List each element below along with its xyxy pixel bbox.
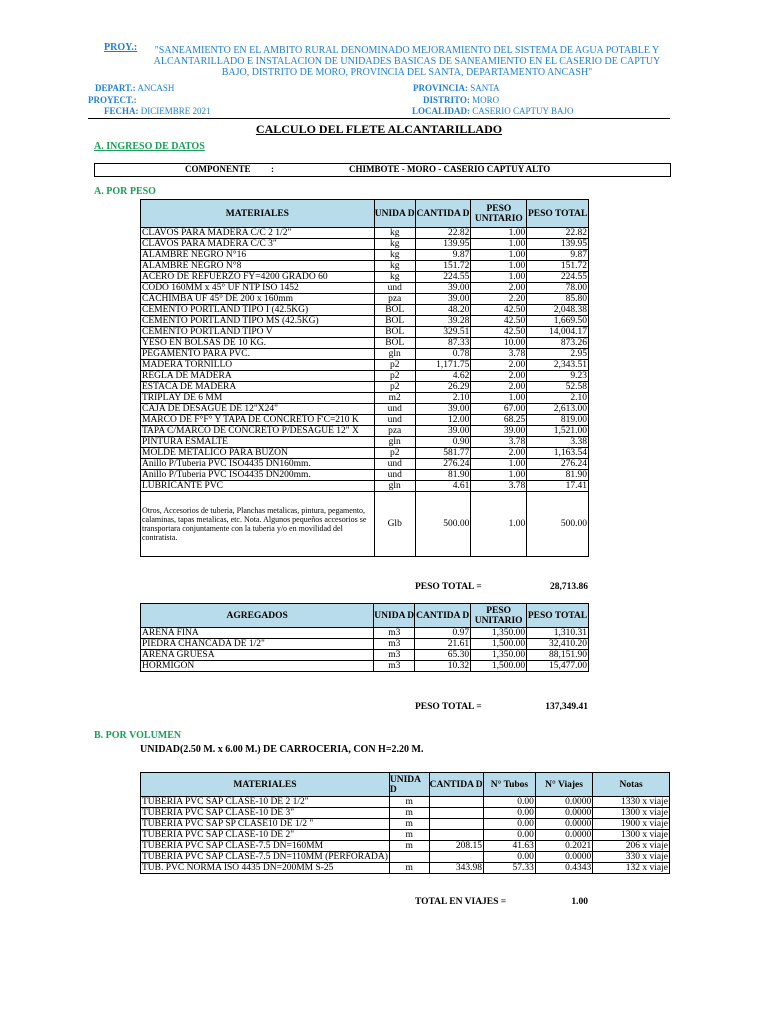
agregados-total-label: PESO TOTAL = xyxy=(415,702,482,712)
table-cell: 1,521.00 xyxy=(527,426,589,437)
table-cell: 1,171.75 xyxy=(415,360,471,371)
table-row xyxy=(141,228,589,239)
table-cell: 2.00 xyxy=(471,448,527,459)
table-cell: MOLDE METALICO PARA BUZON xyxy=(141,448,375,459)
table-cell: 68.25 xyxy=(471,415,527,426)
table-cell: 0.97 xyxy=(415,628,471,639)
table-cell: 2.20 xyxy=(471,294,527,305)
table-cell: MADERA TORNILLO xyxy=(141,360,375,371)
table-cell: 139.95 xyxy=(415,239,471,250)
table-row xyxy=(141,239,589,250)
table-cell: 0.00 xyxy=(484,819,536,830)
table-row xyxy=(141,316,589,327)
table-cell: p2 xyxy=(374,360,415,371)
table-cell: p2 xyxy=(374,448,415,459)
table-cell: 1.00 xyxy=(471,261,527,272)
table-cell: 39.00 xyxy=(415,283,471,294)
proyect-row xyxy=(88,95,137,105)
table-cell: ESTACA DE MADERA xyxy=(141,382,375,393)
table-cell: gln xyxy=(374,481,415,492)
materiales-total-label: PESO TOTAL = xyxy=(415,582,482,592)
col-header: PESO UNITARIO xyxy=(471,604,527,628)
table-cell: 22.82 xyxy=(527,228,589,239)
table-cell: Anillo P/Tuberia PVC ISO4435 DN160mm. xyxy=(141,459,375,470)
componente-colon: : xyxy=(271,164,274,174)
table-cell: 1.00 xyxy=(471,272,527,283)
table-cell: kg xyxy=(374,239,415,250)
table-cell: 88,151.90 xyxy=(527,650,589,661)
otros-qty: 500.00 xyxy=(415,492,471,557)
table-cell: 1.00 xyxy=(471,250,527,261)
table-cell: 10.32 xyxy=(415,661,471,672)
table-cell: YESO EN BOLSAS DE 10 KG. xyxy=(141,338,375,349)
table-cell: 343.98 xyxy=(429,863,483,874)
otros-description: Otros, Accesorios de tuberia, Planchas metalicas, pintura, pegamento, calaminas, tapas metalicas, etc. Nota. Algunos pequeños accesorios se transportara conjuntamente con la tuberia y/o en movilidad del contratista. xyxy=(141,492,375,557)
table-row xyxy=(141,261,589,272)
table-cell: 1,500.00 xyxy=(471,639,527,650)
table-cell: 1,163.54 xyxy=(527,448,589,459)
col-header: UNIDA D xyxy=(374,604,415,628)
table-cell: gln xyxy=(374,437,415,448)
table-cell: 581.77 xyxy=(415,448,471,459)
table-cell: 1,669.50 xyxy=(527,316,589,327)
table-cell: 132 x viaje xyxy=(593,863,670,874)
table-cell: TUB. PVC NORMA ISO 4435 DN=200MM S-25 xyxy=(141,863,390,874)
unidad-carroceria: UNIDAD(2.50 M. x 6.00 M.) DE CARROCERIA, CON H=2.20 M. xyxy=(140,744,424,755)
distrito-label: DISTRITO: xyxy=(423,95,470,105)
table-cell: 17.41 xyxy=(527,481,589,492)
table-cell: 276.24 xyxy=(527,459,589,470)
volumen-total-value: 1.00 xyxy=(571,897,588,907)
col-header: PESO TOTAL xyxy=(527,604,589,628)
table-row xyxy=(141,863,670,874)
table-cell: 2.00 xyxy=(471,371,527,382)
table-cell: 0.0000 xyxy=(535,830,592,841)
table-cell: m xyxy=(389,797,429,808)
col-header: MATERIALES xyxy=(141,200,375,228)
table-cell: 9.87 xyxy=(527,250,589,261)
table-cell: 0.00 xyxy=(484,852,536,863)
depart-row xyxy=(95,83,174,93)
table-cell: CEMENTO PORTLAND TIPO V xyxy=(141,327,375,338)
table-cell: 42.50 xyxy=(471,327,527,338)
table-cell: 1.00 xyxy=(471,228,527,239)
table-cell: 0.00 xyxy=(484,797,536,808)
volumen-total-label: TOTAL EN VIAJES = xyxy=(415,897,507,907)
table-cell: CACHIMBA UF 45° DE 200 x 160mm xyxy=(141,294,375,305)
table-cell: 1330 x viaje xyxy=(593,797,670,808)
table-cell: 41.63 xyxy=(484,841,536,852)
fecha-row xyxy=(104,106,211,116)
table-cell: 65.30 xyxy=(415,650,471,661)
col-header: PESO UNITARIO xyxy=(471,200,527,228)
table-cell: 87.33 xyxy=(415,338,471,349)
table-row xyxy=(141,250,589,261)
table-cell: 2.00 xyxy=(471,283,527,294)
table-cell: 2.10 xyxy=(415,393,471,404)
table-row xyxy=(141,327,589,338)
table-row xyxy=(141,841,670,852)
table-cell: REGLA DE MADERA xyxy=(141,371,375,382)
distrito-row xyxy=(423,95,499,105)
table-cell: 85.80 xyxy=(527,294,589,305)
table-row xyxy=(141,639,589,650)
table-cell: und xyxy=(374,404,415,415)
table-cell: pza xyxy=(374,294,415,305)
col-header: Notas xyxy=(593,773,670,797)
table-cell: TUBERIA PVC SAP CLASE-7.5 DN=160MM xyxy=(141,841,390,852)
table-cell: 224.55 xyxy=(527,272,589,283)
table-cell: 0.0000 xyxy=(535,797,592,808)
table-cell: BOL xyxy=(374,316,415,327)
table-cell: 39.00 xyxy=(415,404,471,415)
table-cell: PIEDRA CHANCADA DE 1/2" xyxy=(141,639,374,650)
table-cell: 0.0000 xyxy=(535,808,592,819)
table-row xyxy=(141,360,589,371)
table-row xyxy=(141,272,589,283)
table-cell: 42.50 xyxy=(471,305,527,316)
table-row xyxy=(141,294,589,305)
table-cell: PINTURA ESMALTE xyxy=(141,437,375,448)
agregados-table xyxy=(140,603,589,672)
table-row xyxy=(141,628,589,639)
table-cell: PEGAMENTO PARA PVC. xyxy=(141,349,375,360)
proyect-label: PROYECT.: xyxy=(88,95,137,105)
table-cell: CEMENTO PORTLAND TIPO I (42.5KG) xyxy=(141,305,375,316)
table-cell: pza xyxy=(374,426,415,437)
provincia-label: PROVINCIA: xyxy=(413,83,468,93)
table-cell: kg xyxy=(374,250,415,261)
table-cell: CLAVOS PARA MADERA C/C 3" xyxy=(141,239,375,250)
table-cell: 12.00 xyxy=(415,415,471,426)
table-cell: ACERO DE REFUERZO FY=4200 GRADO 60 xyxy=(141,272,375,283)
col-header: UNIDA D xyxy=(374,200,415,228)
table-cell: 10.00 xyxy=(471,338,527,349)
table-cell: 14,004.17 xyxy=(527,327,589,338)
table-cell: m2 xyxy=(374,393,415,404)
table-cell: 0.78 xyxy=(415,349,471,360)
table-cell: m3 xyxy=(374,650,415,661)
table-row xyxy=(141,808,670,819)
table-cell: 39.00 xyxy=(415,294,471,305)
table-cell: 0.90 xyxy=(415,437,471,448)
table-cell: kg xyxy=(374,228,415,239)
table-cell: 4.62 xyxy=(415,371,471,382)
table-cell: kg xyxy=(374,272,415,283)
proy-label: PROY.: xyxy=(104,42,138,53)
table-row xyxy=(141,338,589,349)
table-cell: 2.95 xyxy=(527,349,589,360)
table-cell: 0.0000 xyxy=(535,852,592,863)
materiales-header-row xyxy=(141,200,589,228)
table-cell: HORMIGON xyxy=(141,661,374,672)
otros-unit: Glb xyxy=(374,492,415,557)
table-cell: LUBRICANTE PVC xyxy=(141,481,375,492)
table-cell: m3 xyxy=(374,628,415,639)
col-header: CANTIDA D xyxy=(429,773,483,797)
volumen-table xyxy=(140,772,670,874)
table-cell: 3.78 xyxy=(471,349,527,360)
table-cell: 873.26 xyxy=(527,338,589,349)
table-cell: 0.0000 xyxy=(535,819,592,830)
table-cell: 276.24 xyxy=(415,459,471,470)
col-header: MATERIALES xyxy=(141,773,390,797)
materiales-total-value: 28,713.86 xyxy=(550,582,588,592)
table-cell: 151.72 xyxy=(527,261,589,272)
table-cell: 1,350.00 xyxy=(471,650,527,661)
table-cell: 0.2021 xyxy=(535,841,592,852)
table-row xyxy=(141,415,589,426)
table-cell: 2,343.51 xyxy=(527,360,589,371)
table-cell: m3 xyxy=(374,639,415,650)
table-cell: TAPA C/MARCO DE CONCRETO P/DESAGUE 12" X xyxy=(141,426,375,437)
table-cell: 1.00 xyxy=(471,239,527,250)
depart-value: ANCASH xyxy=(137,83,175,93)
componente-value: CHIMBOTE - MORO - CASERIO CAPTUY ALTO xyxy=(349,164,551,174)
table-cell: 0.00 xyxy=(484,808,536,819)
table-cell: 151.72 xyxy=(415,261,471,272)
localidad-row xyxy=(412,106,573,116)
table-row xyxy=(141,650,589,661)
fecha-label: FECHA: xyxy=(104,106,139,116)
table-cell: 4.61 xyxy=(415,481,471,492)
table-cell: 81.90 xyxy=(415,470,471,481)
table-row xyxy=(141,426,589,437)
table-row xyxy=(141,830,670,841)
table-cell xyxy=(429,819,483,830)
table-cell: 32,410.20 xyxy=(527,639,589,650)
table-row-otros xyxy=(141,492,589,557)
table-cell: 2.10 xyxy=(527,393,589,404)
table-cell: 224.55 xyxy=(415,272,471,283)
table-cell: 2.00 xyxy=(471,382,527,393)
table-row xyxy=(141,852,670,863)
table-cell: m xyxy=(389,808,429,819)
col-header: CANTIDA D xyxy=(415,604,471,628)
table-cell: und xyxy=(374,415,415,426)
table-cell: m3 xyxy=(374,661,415,672)
col-header: UNIDA D xyxy=(389,773,429,797)
table-cell: Anillo P/Tuberia PVC ISO4435 DN200mm. xyxy=(141,470,375,481)
localidad-label: LOCALIDAD: xyxy=(412,106,471,116)
depart-label: DEPART.: xyxy=(95,83,136,93)
table-cell: 78.00 xyxy=(527,283,589,294)
table-cell: CAJA DE DESAGUE DE 12"X24" xyxy=(141,404,375,415)
table-cell: 1900 x viaje xyxy=(593,819,670,830)
table-cell: TUBERIA PVC SAP CLASE-10 DE 3" xyxy=(141,808,390,819)
provincia-row xyxy=(413,83,500,93)
table-cell: 1.00 xyxy=(471,470,527,481)
table-cell: und xyxy=(374,459,415,470)
table-cell: kg xyxy=(374,261,415,272)
col-header: CANTIDA D xyxy=(415,200,471,228)
table-row xyxy=(141,382,589,393)
table-cell: 9.23 xyxy=(527,371,589,382)
table-cell: 0.4343 xyxy=(535,863,592,874)
section-por-volumen: B. POR VOLUMEN xyxy=(94,730,182,741)
table-cell: 1,310.31 xyxy=(527,628,589,639)
table-cell: CLAVOS PARA MADERA C/C 2 1/2" xyxy=(141,228,375,239)
table-cell xyxy=(429,797,483,808)
table-cell: ARENA GRUESA xyxy=(141,650,374,661)
section-por-peso: A. POR PESO xyxy=(94,186,156,197)
fecha-value: DICIEMBRE 2021 xyxy=(140,106,211,116)
table-cell: 2,613.00 xyxy=(527,404,589,415)
table-cell: 3.38 xyxy=(527,437,589,448)
table-cell: m xyxy=(389,830,429,841)
table-row xyxy=(141,470,589,481)
table-cell: TUBERIA PVC SAP SP CLASE10 DE 1/2 " xyxy=(141,819,390,830)
table-cell: BOL xyxy=(374,327,415,338)
table-cell: p2 xyxy=(374,371,415,382)
table-cell: 0.00 xyxy=(484,830,536,841)
table-cell: 22.82 xyxy=(415,228,471,239)
table-cell: 139.95 xyxy=(527,239,589,250)
table-row xyxy=(141,371,589,382)
col-header: PESO TOTAL xyxy=(527,200,589,228)
col-header: AGREGADOS xyxy=(141,604,374,628)
table-cell: 3.78 xyxy=(471,481,527,492)
table-cell: 1,500.00 xyxy=(471,661,527,672)
table-cell: MARCO DE F°F° Y TAPA DE CONCRETO F'C=210 K xyxy=(141,415,375,426)
table-cell: 1300 x viaje xyxy=(593,830,670,841)
table-cell: TUBERIA PVC SAP CLASE-10 DE 2" xyxy=(141,830,390,841)
provincia-value: SANTA xyxy=(470,83,500,93)
agregados-total-value: 137,349.41 xyxy=(545,702,588,712)
table-row xyxy=(141,797,670,808)
table-row xyxy=(141,283,589,294)
table-cell: 3.78 xyxy=(471,437,527,448)
table-row xyxy=(141,305,589,316)
table-cell: 48.20 xyxy=(415,305,471,316)
table-cell: ARENA FINA xyxy=(141,628,374,639)
project-title: "SANEAMIENTO EN EL AMBITO RURAL DENOMINADO MEJORAMIENTO DEL SISTEMA DE AGUA POTABLE Y ALCANTARILLADO E INSTALACION DE UNIDADES BASICAS DE SANEAMIENTO EN EL CASERIO DE CAPTUY BAJO, DISTRITO DE MORO, PROVINCIA DEL SANTA, DEPARTAMENTO ANCASH" xyxy=(153,45,661,78)
table-cell: 819.00 xyxy=(527,415,589,426)
table-cell: ALAMBRE NEGRO N°8 xyxy=(141,261,375,272)
volumen-header-row xyxy=(141,773,670,797)
table-cell xyxy=(429,852,483,863)
materiales-table xyxy=(140,199,589,557)
componente-label: COMPONENTE xyxy=(185,164,251,174)
table-cell: 15,477.00 xyxy=(527,661,589,672)
table-row xyxy=(141,349,589,360)
table-row xyxy=(141,661,589,672)
localidad-value: CASERIO CAPTUY BAJO xyxy=(472,106,574,116)
table-cell: 208.15 xyxy=(429,841,483,852)
table-cell: TUBERIA PVC SAP CLASE-7.5 DN=110MM (PERFORADA) xyxy=(142,852,388,862)
table-cell: CODO 160MM x 45° UF NTP ISO 1452 xyxy=(141,283,375,294)
table-cell: 42.50 xyxy=(471,316,527,327)
table-cell: TRIPLAY DE 6 MM xyxy=(141,393,375,404)
table-cell: 2,048.38 xyxy=(527,305,589,316)
col-header: N° Tubos xyxy=(484,773,536,797)
table-cell xyxy=(389,852,429,863)
table-cell: 67.00 xyxy=(471,404,527,415)
otros-pu: 1.00 xyxy=(471,492,527,557)
table-cell: 1,350.00 xyxy=(471,628,527,639)
table-cell: m xyxy=(389,863,429,874)
table-cell: und xyxy=(374,470,415,481)
table-cell: 39.00 xyxy=(471,426,527,437)
table-cell: m xyxy=(389,841,429,852)
table-cell: p2 xyxy=(374,382,415,393)
table-cell: 26.29 xyxy=(415,382,471,393)
table-cell: und xyxy=(374,283,415,294)
distrito-value: MORO xyxy=(472,95,500,105)
table-row xyxy=(141,393,589,404)
table-cell: 2.00 xyxy=(471,360,527,371)
header-divider xyxy=(88,118,670,119)
table-cell: 1.00 xyxy=(471,459,527,470)
table-cell: m xyxy=(389,819,429,830)
agregados-header-row xyxy=(141,604,589,628)
table-cell: 21.61 xyxy=(415,639,471,650)
table-cell: 330 x viaje xyxy=(593,852,670,863)
table-cell xyxy=(429,808,483,819)
table-cell: CEMENTO PORTLAND TIPO MS (42.5KG) xyxy=(141,316,375,327)
table-cell: 206 x viaje xyxy=(593,841,670,852)
table-cell: 39.00 xyxy=(415,426,471,437)
table-cell: 52.58 xyxy=(527,382,589,393)
col-header: N° Viajes xyxy=(535,773,592,797)
table-cell: 9.87 xyxy=(415,250,471,261)
table-row xyxy=(141,459,589,470)
table-cell: TUBERIA PVC SAP CLASE-10 DE 2 1/2" xyxy=(141,797,390,808)
table-cell: 1.00 xyxy=(471,393,527,404)
table-row xyxy=(141,819,670,830)
page-title: CALCULO DEL FLETE ALCANTARILLADO xyxy=(255,122,503,136)
table-cell xyxy=(429,830,483,841)
table-row xyxy=(141,404,589,415)
table-cell: BOL xyxy=(374,305,415,316)
table-row xyxy=(141,437,589,448)
componente-box xyxy=(94,163,671,177)
table-cell: 329.51 xyxy=(415,327,471,338)
table-cell: gln xyxy=(374,349,415,360)
table-cell: BOL xyxy=(374,338,415,349)
table-cell: ALAMBRE NEGRO N°16 xyxy=(141,250,375,261)
table-cell: 1300 x viaje xyxy=(593,808,670,819)
table-cell: 39.28 xyxy=(415,316,471,327)
section-ingreso-datos: A. INGRESO DE DATOS xyxy=(94,141,205,152)
table-row xyxy=(141,481,589,492)
table-cell: 81.90 xyxy=(527,470,589,481)
table-cell: 57.33 xyxy=(484,863,536,874)
otros-pt: 500.00 xyxy=(527,492,589,557)
table-row xyxy=(141,448,589,459)
